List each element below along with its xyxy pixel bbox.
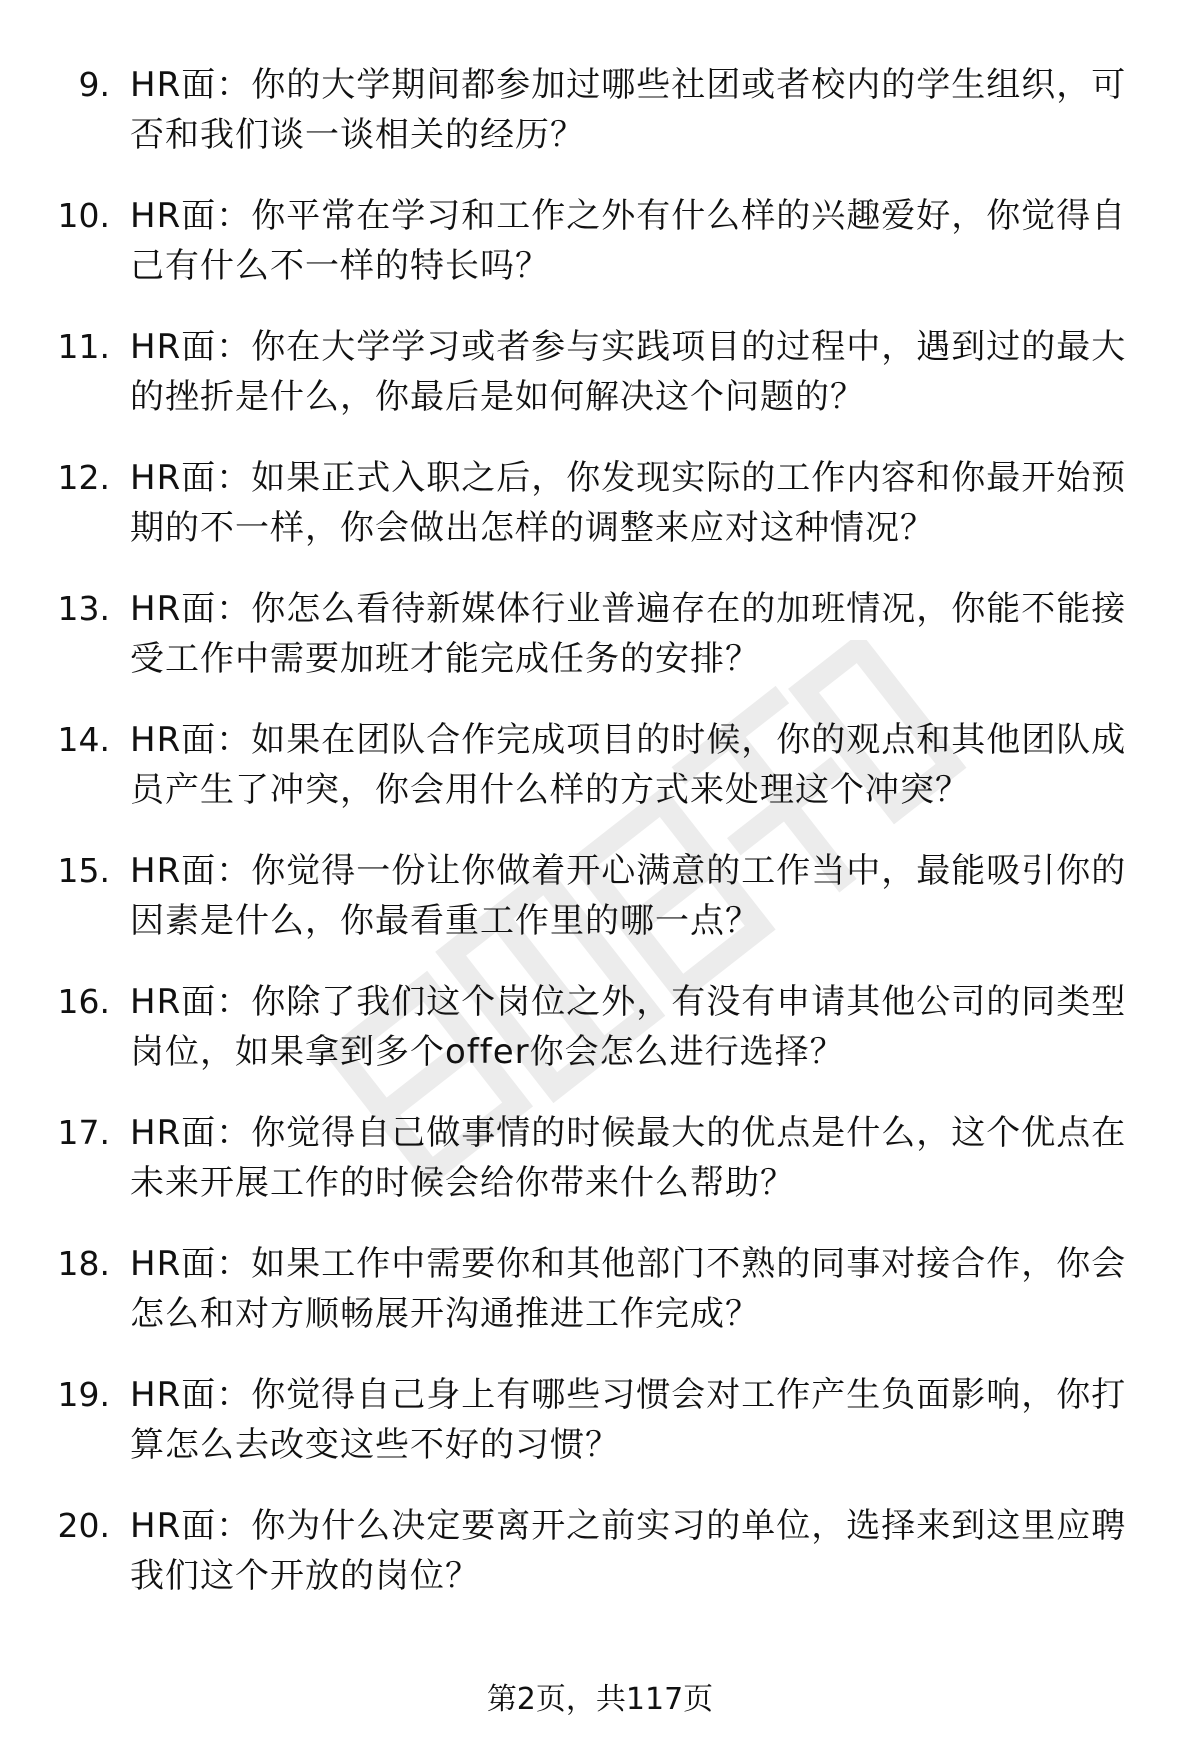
- question-number: 19.: [57, 1375, 110, 1414]
- list-item: [0, 1364, 1200, 1495]
- question-list: [0, 54, 1200, 1626]
- list-item: [0, 316, 1200, 447]
- list-item: [0, 1233, 1200, 1364]
- question-number: 13.: [57, 589, 110, 628]
- question-number: 17.: [57, 1113, 110, 1152]
- question-text: HR面：你为什么决定要离开之前实习的单位，选择来到这里应聘我们这个开放的岗位？: [130, 1506, 1127, 1596]
- list-item: [0, 1102, 1200, 1233]
- question-text: HR面：你觉得自己做事情的时候最大的优点是什么，这个优点在未来开展工作的时候会给你带来什么帮助？: [130, 1113, 1127, 1203]
- question-number: 20.: [57, 1506, 110, 1545]
- question-text: HR面：你除了我们这个岗位之外，有没有申请其他公司的同类型岗位，如果拿到多个offer你会怎么进行选择？: [130, 982, 1127, 1072]
- list-item: [0, 578, 1200, 709]
- question-text: HR面：你怎么看待新媒体行业普遍存在的加班情况，你能不能接受工作中需要加班才能完成任务的安排？: [130, 589, 1127, 679]
- question-text: HR面：你的大学期间都参加过哪些社团或者校内的学生组织，可否和我们谈一谈相关的经历？: [130, 65, 1127, 155]
- page-number-footer: 第2页，共117页: [486, 1682, 714, 1717]
- question-number: 10.: [57, 196, 110, 235]
- question-text: HR面：你平常在学习和工作之外有什么样的兴趣爱好，你觉得自己有什么不一样的特长吗？: [130, 196, 1127, 286]
- list-item: [0, 54, 1200, 185]
- question-number: 12.: [57, 458, 110, 497]
- question-text: HR面：你觉得一份让你做着开心满意的工作当中，最能吸引你的因素是什么，你最看重工作里的哪一点？: [130, 851, 1127, 941]
- question-text: HR面：你觉得自己身上有哪些习惯会对工作产生负面影响，你打算怎么去改变这些不好的习惯？: [130, 1375, 1127, 1465]
- question-text: HR面：如果工作中需要你和其他部门不熟的同事对接合作，你会怎么和对方顺畅展开沟通推进工作完成？: [130, 1244, 1127, 1334]
- question-text: HR面：如果在团队合作完成项目的时候，你的观点和其他团队成员产生了冲突，你会用什么样的方式来处理这个冲突？: [130, 720, 1127, 810]
- list-item: [0, 971, 1200, 1102]
- list-item: [0, 840, 1200, 971]
- question-number: 18.: [57, 1244, 110, 1283]
- question-number: 16.: [57, 982, 110, 1021]
- question-number: 9.: [78, 65, 110, 104]
- question-text: HR面：你在大学学习或者参与实践项目的过程中，遇到过的最大的挫折是什么，你最后是如何解决这个问题的？: [130, 327, 1127, 417]
- question-number: 11.: [57, 327, 110, 366]
- list-item: [0, 1495, 1200, 1626]
- list-item: [0, 447, 1200, 578]
- question-text: HR面：如果正式入职之后，你发现实际的工作内容和你最开始预期的不一样，你会做出怎样的调整来应对这种情况？: [130, 458, 1127, 548]
- question-number: 14.: [57, 720, 110, 759]
- question-number: 15.: [57, 851, 110, 890]
- list-item: [0, 185, 1200, 316]
- list-item: [0, 709, 1200, 840]
